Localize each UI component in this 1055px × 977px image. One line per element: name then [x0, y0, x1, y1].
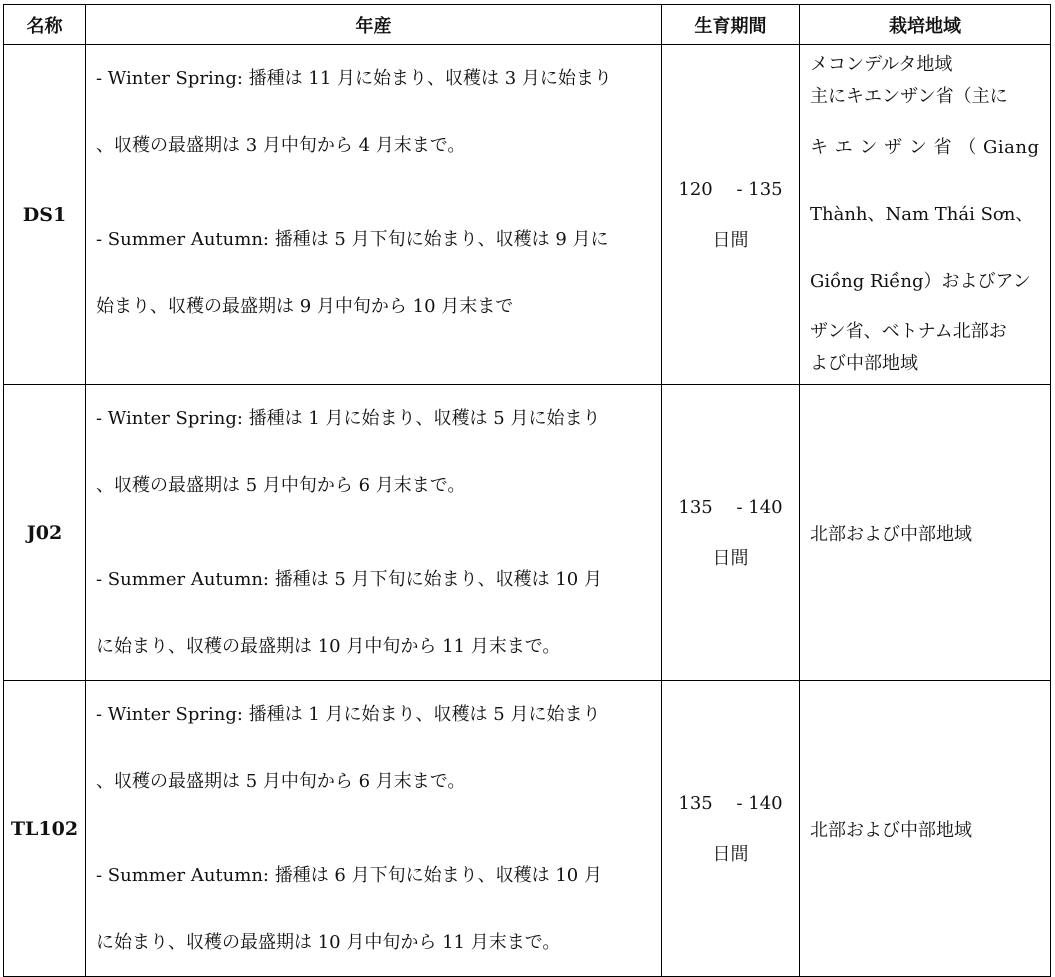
region-line: Thành、Nam Thái Sơn、 — [810, 204, 1034, 225]
season-line: に始まり、収穫の最盛期は 10 月中旬から 11 月末まで。 — [96, 932, 561, 953]
region-line: メコンデルタ地域 — [810, 54, 953, 75]
season-line: - Summer Autumn: 播種は 6 月下旬に始まり、収穫は 10 月 — [96, 865, 602, 886]
growth-period-cell — [662, 45, 800, 385]
season-line: 、収穫の最盛期は 5 月中旬から 6 月末まで。 — [96, 475, 466, 496]
region-line: キ エ ン ザ ン 省 （ Giang — [810, 137, 1040, 158]
table-row — [4, 681, 1051, 977]
variety-name: J02 — [4, 385, 86, 681]
variety-name: DS1 — [4, 45, 86, 385]
growth-period-cell — [662, 681, 800, 977]
header-name: 名称 — [4, 5, 86, 45]
region-line: ザン省、ベトナム北部お — [810, 321, 1007, 342]
rice-variety-table — [3, 4, 1051, 977]
season-line: 、収穫の最盛期は 5 月中旬から 6 月末まで。 — [96, 771, 466, 792]
header-season: 年産 — [86, 5, 662, 45]
region-line: よび中部地域 — [810, 353, 918, 374]
season-cell — [86, 45, 662, 385]
region-cell: 北部および中部地域 — [800, 385, 1051, 681]
header-region: 栽培地域 — [800, 5, 1051, 45]
region-cell: 北部および中部地域 — [800, 681, 1051, 977]
season-line: - Summer Autumn: 播種は 5 月下旬に始まり、収穫は 10 月 — [96, 569, 602, 590]
variety-name: TL102 — [4, 681, 86, 977]
region-line: 主にキエンザン省（主に — [810, 86, 1008, 107]
growth-period-cell — [662, 385, 800, 681]
region-line: Giồng Riềng）およびアン — [810, 271, 1031, 292]
table-header-row — [4, 5, 1051, 45]
season-line: 始まり、収穫の最盛期は 9 月中旬から 10 月末まで — [96, 296, 514, 317]
season-line: - Winter Spring: 播種は 1 月に始まり、収穫は 5 月に始まり — [96, 408, 601, 429]
growth-period-unit: 日間 — [712, 843, 749, 865]
season-cell — [86, 385, 662, 681]
header-period: 生育期間 — [662, 5, 800, 45]
growth-period-unit: 日間 — [712, 547, 749, 569]
growth-period-range: 135 - 140 — [678, 792, 783, 814]
table-row — [4, 45, 1051, 385]
season-cell — [86, 681, 662, 977]
table-row — [4, 385, 1051, 681]
growth-period-range: 120 - 135 — [678, 178, 783, 200]
season-line: - Winter Spring: 播種は 1 月に始まり、収穫は 5 月に始まり — [96, 704, 601, 725]
season-line: - Summer Autumn: 播種は 5 月下旬に始まり、収穫は 9 月に — [96, 229, 609, 250]
season-line: 、収穫の最盛期は 3 月中旬から 4 月末まで。 — [96, 135, 466, 156]
growth-period-range: 135 - 140 — [678, 496, 783, 518]
region-cell — [800, 45, 1051, 385]
growth-period-unit: 日間 — [712, 229, 749, 251]
season-line: - Winter Spring: 播種は 11 月に始まり、収穫は 3 月に始まり — [96, 68, 612, 89]
season-line: に始まり、収穫の最盛期は 10 月中旬から 11 月末まで。 — [96, 636, 561, 657]
